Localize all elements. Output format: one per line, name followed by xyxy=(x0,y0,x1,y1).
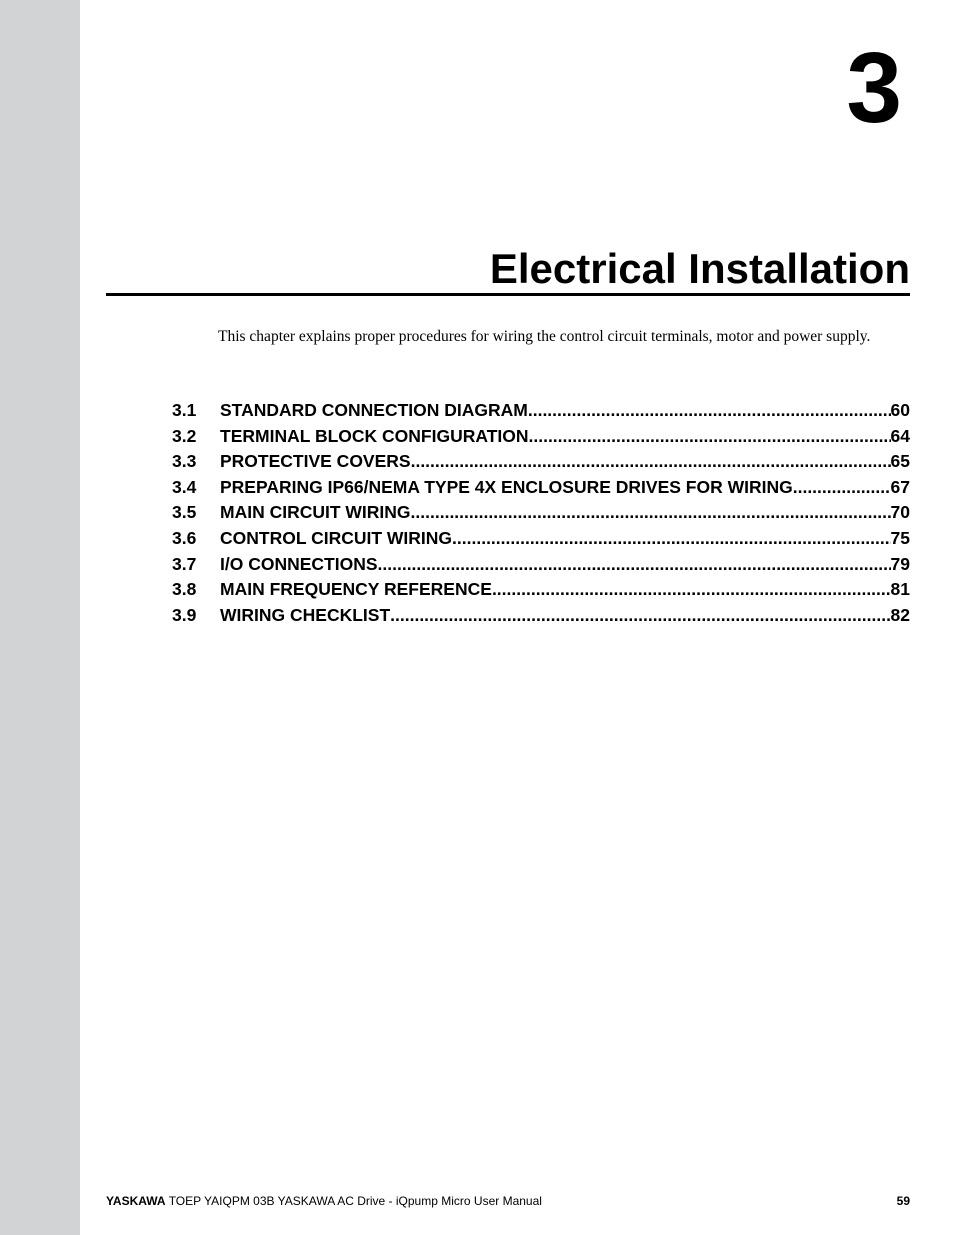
toc-entry-title: STANDARD CONNECTION DIAGRAM xyxy=(220,400,528,420)
toc-entry-number: 3.4 xyxy=(172,476,197,497)
footer-text: TOEP YAIQPM 03B YASKAWA AC Drive - iQpump Micro User Manual xyxy=(165,1194,542,1208)
toc-entry-number: 3.7 xyxy=(172,553,197,574)
chapter-intro: This chapter explains proper procedures for wiring the control circuit terminals, motor and power supply. xyxy=(218,328,871,345)
toc-entry-page: 82 xyxy=(890,604,910,625)
toc-leader xyxy=(793,475,891,501)
toc-entry-number: 3.1 xyxy=(172,400,197,420)
title-rule xyxy=(106,293,910,296)
toc-entry-page: 64 xyxy=(890,425,910,446)
toc-entry-number: 3.2 xyxy=(172,425,197,446)
toc-entry[interactable] xyxy=(172,424,910,450)
toc-leader xyxy=(411,449,891,475)
toc-leader xyxy=(452,526,891,552)
toc-entry[interactable] xyxy=(172,577,910,603)
toc-entry[interactable] xyxy=(172,398,910,424)
footer-manual-title xyxy=(106,1194,542,1208)
chapter-title: Electrical Installation xyxy=(489,245,910,292)
toc-leader xyxy=(378,552,891,578)
toc-entry-number: 3.5 xyxy=(172,502,197,523)
toc-entry-title: PROTECTIVE COVERS xyxy=(220,451,411,472)
footer-brand: YASKAWA xyxy=(106,1194,166,1208)
toc-entry-number: 3.9 xyxy=(172,604,197,625)
toc-entry-title: PREPARING IP66/NEMA TYPE 4X ENCLOSURE DRIVES FOR WIRING xyxy=(220,476,793,497)
footer-page-number: 59 xyxy=(896,1194,910,1208)
toc-entry-page: 75 xyxy=(890,527,910,548)
toc-entry[interactable] xyxy=(172,449,910,475)
toc-entry-number: 3.6 xyxy=(172,527,197,548)
toc-entry[interactable] xyxy=(172,552,910,578)
page-footer xyxy=(106,1194,910,1208)
toc-entry-title: MAIN CIRCUIT WIRING xyxy=(220,502,411,523)
toc-entry[interactable] xyxy=(172,475,910,501)
toc-entry-title: WIRING CHECKLIST xyxy=(220,604,391,625)
toc-entry-page: 60 xyxy=(890,400,910,420)
toc-entry-page: 70 xyxy=(890,502,910,523)
toc-entry-number: 3.8 xyxy=(172,579,197,600)
chapter-number: 3 xyxy=(846,32,902,144)
toc-entry[interactable] xyxy=(172,603,910,629)
toc-entry[interactable] xyxy=(172,500,910,526)
toc-entry-number: 3.3 xyxy=(172,451,197,472)
toc-entry-page: 79 xyxy=(890,553,910,574)
toc-entry-title: TERMINAL BLOCK CONFIGURATION xyxy=(220,425,529,446)
toc-entry-title: MAIN FREQUENCY REFERENCE xyxy=(220,579,492,600)
side-band xyxy=(0,0,80,1235)
table-of-contents xyxy=(172,398,910,628)
toc-entry[interactable] xyxy=(172,526,910,552)
toc-entry-title: I/O CONNECTIONS xyxy=(220,553,378,574)
toc-entry-page: 65 xyxy=(890,451,910,472)
toc-entry-page: 67 xyxy=(890,476,910,497)
toc-leader xyxy=(492,577,891,603)
toc-leader xyxy=(411,500,891,526)
toc-leader xyxy=(529,424,891,450)
toc-leader xyxy=(390,603,890,629)
toc-entry-page: 81 xyxy=(890,579,910,600)
toc-entry-title: CONTROL CIRCUIT WIRING xyxy=(220,527,453,548)
toc-leader xyxy=(528,398,891,424)
